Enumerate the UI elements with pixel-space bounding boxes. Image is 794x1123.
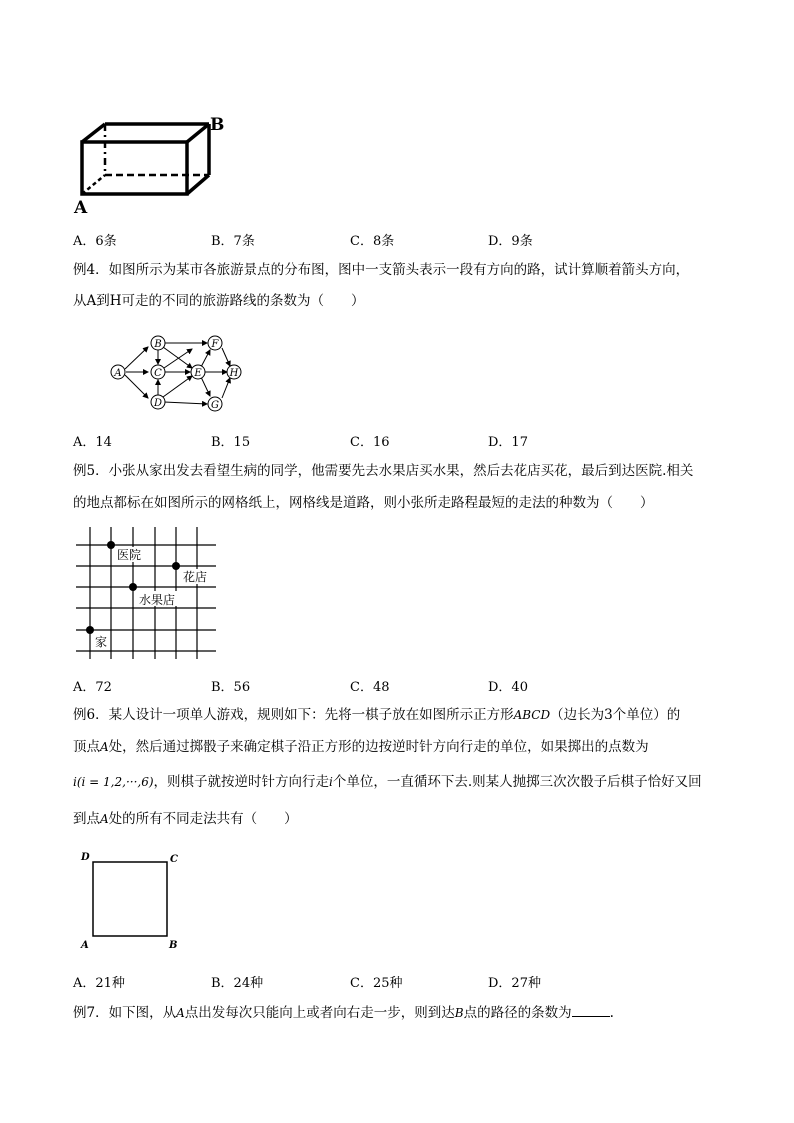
fruit-shop-label: 水果店 [139,593,176,607]
ex7-period: . [609,1005,614,1021]
hospital-label: 医院 [117,548,142,562]
option-c: C．25种 [350,976,403,991]
node-h-label: H [229,368,239,379]
point-a: A [176,1006,185,1020]
label-b: B [210,115,225,135]
option-b: B．15 [211,435,251,450]
answer-blank[interactable] [572,1004,610,1017]
option-b: B．24种 [211,976,264,991]
ex6-line-1-text-end: （边长为3个单位）的 [550,707,681,723]
cuboid-edge [187,124,209,142]
fruit-shop-point [129,583,137,591]
dice-formula: i(i = 1,2,···,6) [73,775,154,789]
ex4-line-1: 例4．如图所示为某市各旅游景点的分布图，图中一支箭头表示一段有方向的路，试计算顺着箭头方向， [73,262,690,278]
ex6-line-1-text: 例6．某人设计一项单人游戏，规则如下：先将一棋子放在如图所示正方形 [73,707,514,723]
street-grid-map [76,527,216,659]
corner-a: A [81,940,89,951]
node-d-label: D [153,398,163,409]
cuboid-edge [82,124,105,142]
dice-i: i [329,775,333,789]
square-name: ABCD [513,708,551,722]
ex6-line-4-text: 到点 [73,811,100,827]
node-a-label: A [114,368,122,379]
square-abcd-figure [76,846,186,956]
option-c: C．8条 [350,234,395,249]
node-e-label: E [194,368,202,379]
option-a: A．14 [73,435,112,450]
graph-nodes [111,336,241,411]
cuboid-front-face [82,142,187,194]
label-a: A [74,198,88,218]
ex7-line [73,1004,614,1021]
ex6-line-2 [73,739,649,755]
option-d: D．27种 [488,976,541,991]
ex7-text-mid: 点出发每次只能向上或者向右走一步，则到达 [184,1005,455,1021]
node-g-label: G [211,400,219,411]
ex7-text: 例7．如下图，从 [73,1005,177,1021]
home-point [86,626,94,634]
corner-d: D [81,852,90,863]
corner-b: B [169,940,178,951]
cuboid-figure [72,112,232,218]
node-b-label: B [154,339,162,350]
ex6-line-2-text: 顶点 [73,739,100,755]
option-d: D．9条 [488,234,533,249]
option-a: A．72 [73,680,112,695]
ex7-text-end: 点的路径的条数为 [463,1005,572,1021]
point-b: B [454,1006,464,1020]
node-c-label: C [154,368,162,379]
flower-shop-point [172,562,180,570]
home-label: 家 [95,635,108,649]
ex6-line-4 [73,811,298,827]
vertex-a: A [100,740,109,754]
ex6-line-4-text-end: 处的所有不同走法共有（ ） [108,811,298,827]
hospital-point [107,541,115,549]
ex6-line-3-text-end: 个单位，一直循环下去.则某人抛掷三次次骰子后棋子恰好又回 [332,774,702,790]
option-b: B．56 [211,680,251,695]
ex6-line-1 [73,707,680,723]
graph-edges [125,343,230,404]
option-b: B．7条 [211,234,255,249]
corner-c: C [170,854,178,865]
ex5-line-1: 例5．小张从家出发去看望生病的同学，他需要先去水果店买水果，然后去花店买花，最后到达医院.相关 [73,463,694,479]
ex4-line-2: 从A到H可走的不同的旅游路线的条数为（ ） [73,293,365,309]
option-d: D．40 [488,680,528,695]
point-a: A [100,812,109,826]
ex5-line-2: 的地点都标在如图所示的网格纸上，网格线是道路，则小张所走路程最短的走法的种数为（ ） [73,495,654,511]
ex6-line-3-text: ，则棋子就按逆时针方向行走 [153,774,330,790]
ex6-line-2-text-end: 处，然后通过掷骰子来确定棋子沿正方形的边按逆时针方向行走的单位，如果掷出的点数为 [108,739,649,755]
square [93,862,167,936]
tourist-route-graph [104,330,252,416]
option-a: A．6条 [73,234,117,249]
node-f-label: F [211,339,219,350]
ex6-line-3 [73,774,702,790]
cuboid-edge [187,175,209,194]
option-c: C．48 [350,680,390,695]
option-a: A．21种 [73,976,125,991]
option-d: D．17 [488,435,528,450]
cuboid-hidden-edge [82,175,105,194]
option-c: C．16 [350,435,390,450]
flower-shop-label: 花店 [183,570,208,584]
